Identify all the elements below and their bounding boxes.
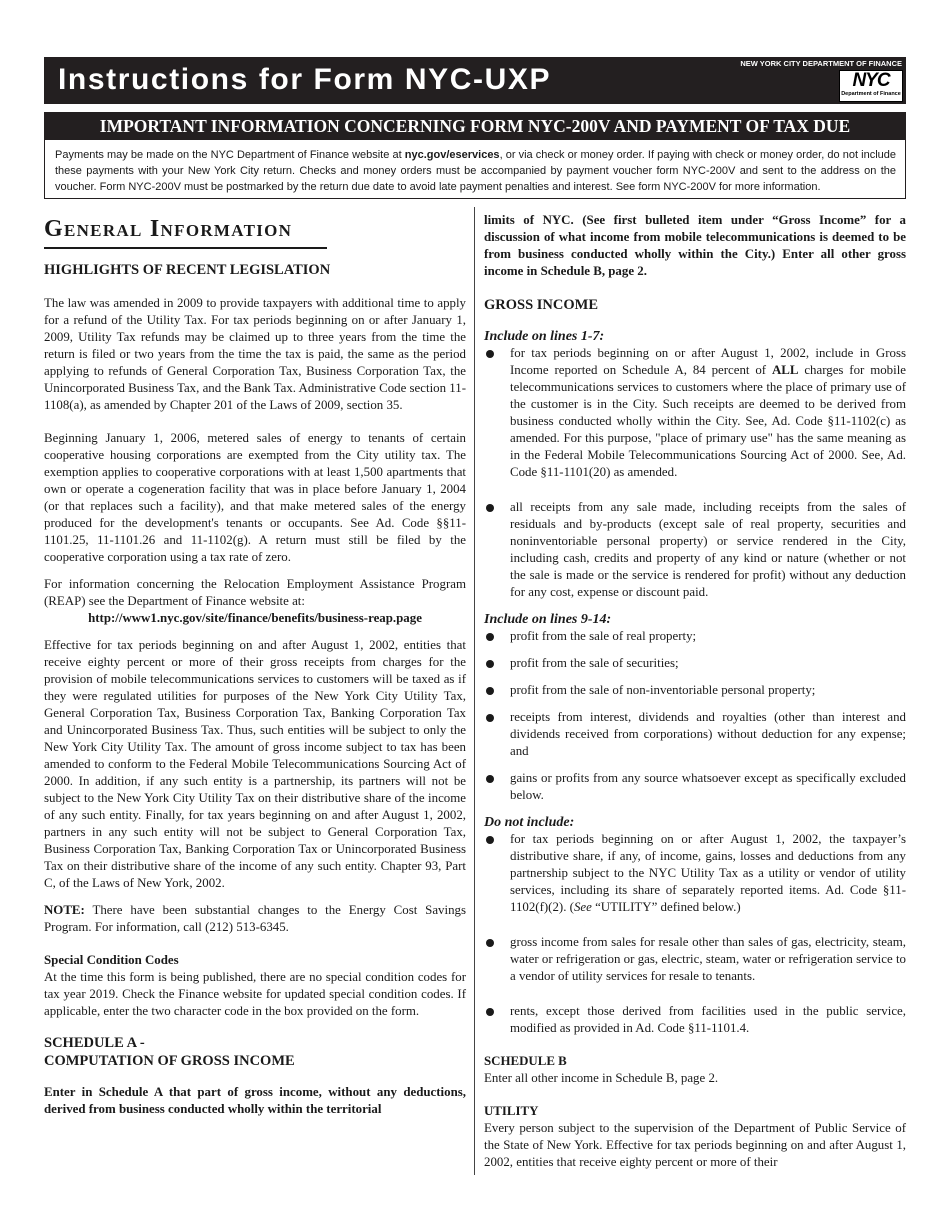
list-item: profit from the sale of securities;	[484, 655, 906, 672]
list-item: gross income from sales for resale other than sales of gas, electricity, steam, water or refrigeration or gas, electric, steam, water or refrigeration service to a vendor of utility services for resale to tenants.	[484, 934, 906, 985]
eservices-link[interactable]: nyc.gov/eservices	[404, 149, 500, 161]
gross-income-heading: GROSS INCOME	[484, 297, 599, 313]
include-lines-1-7-heading: Include on lines 1-7:	[484, 329, 605, 344]
list-item: gains or profits from any source whatsoever except as specifically excluded below.	[484, 770, 906, 804]
b8-before: for tax periods beginning on or after August 1, 2002, the taxpayer’s distributive share, if any, of income, gains, losses and deductions from any partnership subject to the NYC Utility Tax as a utility or vendor of utility services, including its share of separately reported items. Ad. Code §11-1102(f)(2). (	[510, 832, 906, 914]
nyc-logo-subtext: Department of Finance	[841, 91, 901, 97]
notice-text-after: , or via check or money order. If paying with check or money order, do not include these payments with your New York City return. Checks and money orders must be accompanied by payment voucher form NYC-200V and sent to the address on the voucher. Form NYC-200V must be postmarked by the return due date to avoid late payment penalties and interest. See form NYC-200V for more information.	[55, 149, 897, 193]
column-divider	[474, 207, 475, 1175]
b8-italic: See	[573, 900, 592, 914]
list-item	[484, 831, 906, 916]
list-item: receipts from interest, dividends and royalties (other than interest and dividends received from corporations) without deduction for any expense; and	[484, 709, 906, 760]
schedule-a-heading-line2: COMPUTATION OF GROSS INCOME	[44, 1053, 295, 1069]
legislation-paragraph-cooperative: Beginning January 1, 2006, metered sales of energy to tenants of certain cooperative housing corporations are exempted from the City utility tax. The exemption applies to cooperative corporations with at least 1,500 apartments that own or operate a cogeneration facility that was in place before January 1, 2004 (or that replaces such a facility), and that make metered sales of the energy produced for the development's tenants or occupants. See Ad. Code §§11-1101.25, 11-1101.26 and 11-1102(g). A return must still be filed by the cooperative corporation using a tax rate of zero.	[44, 431, 466, 564]
energy-note	[44, 902, 466, 936]
department-name: NEW YORK CITY DEPARTMENT OF FINANCE	[740, 59, 902, 68]
b1-after: charges for mobile telecommunications services to customers where the place of primary use of the customer is in the City. Such receipts are deemed to be derived from business conducted wholly within the City. See, Ad. Code §11-1102(c) as amended. For this purpose, "place of primary use" has the same meaning as in the Federal Mobile Telecommunications Sourcing Act of 2000. See, Ad. Code §11-1101(20) as amended.	[510, 363, 906, 479]
right-column	[484, 212, 906, 1171]
special-condition-codes-text: At the time this form is being published, there are no special condition codes for tax year 2019. Check the Finance website for updated special condition codes. If applicable, enter the two character code in the box provided on the form.	[44, 970, 466, 1018]
schedule-b-text: Enter all other income in Schedule B, page 2.	[484, 1071, 719, 1085]
note-text: There have been substantial changes to the Energy Cost Savings Program. For information, call (212) 513-6345.	[44, 903, 466, 934]
do-not-include-heading: Do not include:	[484, 815, 575, 830]
b1-before: for tax periods beginning on or after August 1, 2002, include in Gross Income reported on Schedule A, 84 percent of	[510, 346, 906, 377]
mobile-telecom-paragraph: Effective for tax periods beginning on and after August 1, 2002, entities that receive eighty percent or more of their gross receipts from charges for the provision of mobile telecommunications services to customers will be taxed as if they were regulated utilities for purposes of the New York City Utility Tax, General Corporation Tax, Business Corporation Tax, Banking Corporation Tax and Unincorporated Business Tax. Thus, such entities will be subject to only the New York City Utility Tax. The amount of gross income subject to tax has been amended to conform to the Federal Mobile Telecommunications Sourcing Act of 2000. In addition, if any such entity is a partnership, its partners will not be subject to the New York City Utility Tax on their distributive share of the income of any such entity. Finally, for tax years beginning on and after August 1, 2002, partners in any such entity will not be subject to General Corporation Tax, Business Corporation Tax, Banking Corporation Tax or Unincorporated Business Tax on their distributive share of the income of any such entity. Chapter 93, Part C, of the Laws of New York, 2002.	[44, 638, 466, 890]
utility-text: Every person subject to the supervision of the Department of Public Service of the State of New York. Effective for tax periods beginning on and after August 1, 2002, entities that receive eighty percent or more of their	[484, 1121, 906, 1169]
note-label: NOTE:	[44, 903, 85, 917]
special-condition-codes-heading: Special Condition Codes	[44, 953, 179, 967]
b8-after: “UTILITY” defined below.)	[591, 900, 741, 914]
general-information-title: General Information	[44, 216, 293, 242]
utility-heading: UTILITY	[484, 1104, 539, 1118]
schedule-b-heading: SCHEDULE B	[484, 1054, 567, 1068]
schedule-a-continued: limits of NYC. (See first bulleted item under “Gross Income” for a discussion of what income from mobile telecommunications is deemed to be from business conducted wholly within the City.) Enter all other gross income in Schedule B, page 2.	[484, 213, 906, 278]
left-column	[44, 208, 466, 1118]
page-title: Instructions for Form NYC-UXP	[58, 63, 552, 96]
list-item: rents, except those derived from facilities used in the public service, modified as provided in Ad. Code §11-1101.4.	[484, 1003, 906, 1037]
schedule-a-heading-line1: SCHEDULE A -	[44, 1035, 145, 1051]
notice-text-before: Payments may be made on the NYC Department of Finance website at	[55, 149, 405, 161]
highlights-heading: HIGHLIGHTS OF RECENT LEGISLATION	[44, 262, 331, 278]
include-lines-9-14-heading: Include on lines 9-14:	[484, 612, 612, 627]
list-item: profit from the sale of non-inventoriable personal property;	[484, 682, 906, 699]
list-item: all receipts from any sale made, including receipts from the sales of residuals and by-products (except sale of real property, securities and noninventoriable personal property) or service rendered in the City, including cash, credits and property of any kind or nature (whether or not the sale is made or the service is rendered for profit) without any deduction for any cost, expense or discount paid.	[484, 499, 906, 601]
title-banner	[44, 57, 906, 104]
payment-notice-box	[44, 112, 906, 199]
title-underline	[44, 247, 327, 249]
payment-notice-text	[45, 140, 905, 195]
list-item: profit from the sale of real property;	[484, 628, 906, 645]
legislation-paragraph-refund: The law was amended in 2009 to provide taxpayers with additional time to apply for a refund of the Utility Tax. For tax periods beginning on or after January 1, 2009, Utility Tax refunds may be claimed up to three years from the time the return is filed or two years from the time the tax is paid, the same as the period applying to refunds of General Corporation Tax, Business Corporation Tax, the Unincorporated Business Tax, and the Bank Tax. Administrative Code section 11-1108(a), as amended by Chapter 201 of the Laws of 2009, section 35.	[44, 296, 466, 412]
b1-bold: ALL	[771, 363, 799, 377]
reap-url[interactable]: http://www1.nyc.gov/site/finance/benefits/business-reap.page	[88, 611, 422, 625]
payment-notice-heading: IMPORTANT INFORMATION CONCERNING FORM NYC-200V AND PAYMENT OF TAX DUE	[45, 113, 905, 140]
list-item	[484, 345, 906, 481]
schedule-a-intro: Enter in Schedule A that part of gross income, without any deductions, derived from business conducted wholly within the territorial	[44, 1085, 466, 1116]
nyc-logo-mark: NYC	[852, 70, 890, 91]
reap-paragraph: For information concerning the Relocation Employment Assistance Program (REAP) see the Department of Finance website at:	[44, 577, 466, 608]
nyc-logo	[839, 70, 903, 102]
